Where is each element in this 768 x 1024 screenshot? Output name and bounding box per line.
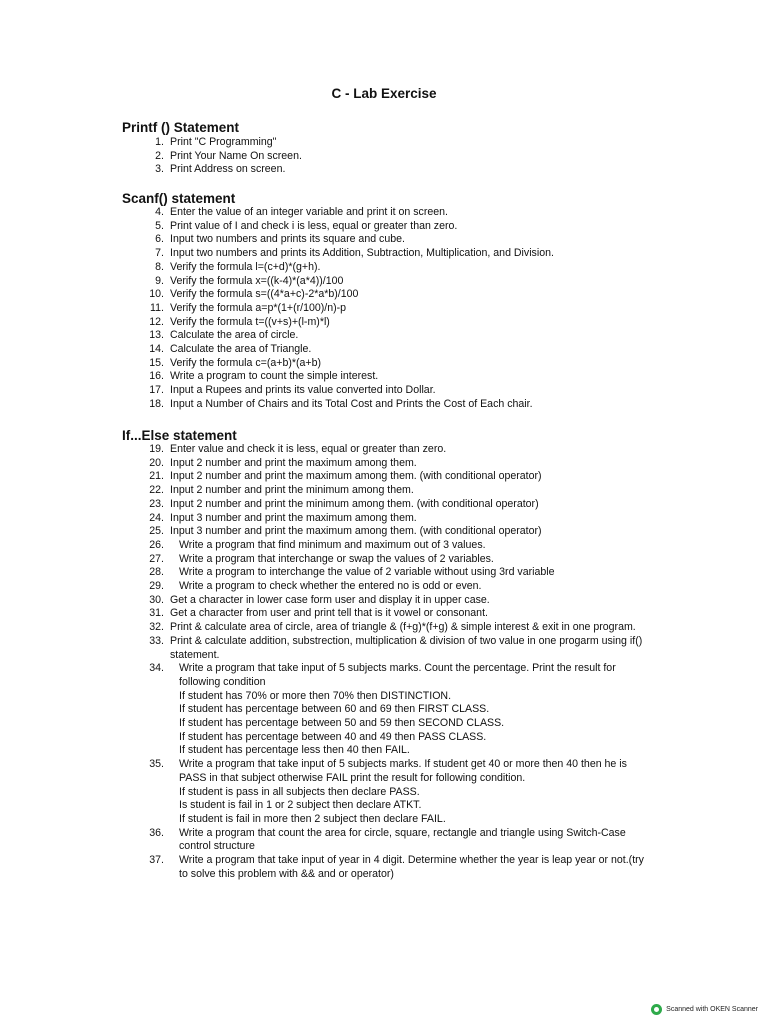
list-item-condition: If student has percentage between 40 and 49 then PASS CLASS. bbox=[179, 730, 487, 743]
list-item-number: 3. bbox=[155, 163, 164, 176]
list-item-main-text: Input 2 number and print the maximum among them. (with conditional operator) bbox=[170, 470, 542, 483]
list-item-main-text: Print Your Name On screen. bbox=[170, 149, 302, 162]
list-item-text bbox=[170, 136, 650, 150]
list-item-main-text: Enter value and check it is less, equal or greater than zero. bbox=[170, 443, 447, 455]
list-item-text bbox=[179, 758, 650, 827]
list-item-text bbox=[179, 827, 650, 854]
list-item-main-text: Verify the formula s=((4*a+c)-2*a*b)/100 bbox=[170, 288, 359, 301]
list-item-text bbox=[170, 512, 650, 526]
list-item-condition: If student is fail in more then 2 subject then declare FAIL. bbox=[179, 812, 446, 825]
list-item-main-text: Verify the formula t=((v+s)+(l-m)*l) bbox=[170, 315, 330, 328]
list-item-main-text: Calculate the area of circle. bbox=[170, 329, 299, 342]
list-item-main-text: Verify the formula a=p*(1+(r/100)/n)-p bbox=[170, 301, 347, 314]
list-item-number: 20. bbox=[149, 456, 164, 469]
list-item-main-text: Write a program to check whether the entered no is odd or even. bbox=[179, 580, 482, 593]
list-item bbox=[130, 525, 650, 539]
list-item bbox=[130, 275, 650, 289]
list-item-number: 10. bbox=[149, 288, 164, 301]
list-item-main-text: Input a Rupees and prints its value converted into Dollar. bbox=[170, 384, 436, 397]
list-item-number: 34. bbox=[149, 662, 164, 675]
list-item-text bbox=[170, 302, 650, 316]
list-item-main-text: Get a character in lower case form user and display it in upper case. bbox=[170, 593, 490, 606]
list-item-main-text: Input two numbers and prints its Addition, Subtraction, Multiplication, and Division. bbox=[170, 247, 554, 260]
list-item-text bbox=[179, 580, 650, 594]
list-item-number: 26. bbox=[149, 538, 164, 551]
list-item bbox=[130, 136, 650, 150]
list-item-main-text: Write a program that take input of 5 subjects marks. If student get 40 or more then 40 then he is PASS in that subject otherwise FAIL print the result for following condition. bbox=[179, 758, 627, 784]
list-item-text bbox=[170, 275, 650, 289]
list-item-main-text: Input two numbers and prints its square and cube. bbox=[170, 233, 405, 246]
list-item-text bbox=[170, 150, 650, 164]
list-item-number: 29. bbox=[149, 580, 164, 593]
list-item-number: 5. bbox=[155, 219, 164, 232]
list-item-number: 15. bbox=[149, 356, 164, 369]
list-item-main-text: Print & calculate area of circle, area of triangle & (f+g)*(f+g) & simple interest & exit in one program. bbox=[170, 621, 636, 634]
list-item-number: 24. bbox=[149, 511, 164, 524]
list-item-text bbox=[179, 854, 650, 881]
list-item-text bbox=[170, 247, 650, 261]
list-item-text bbox=[170, 635, 650, 662]
list-item-condition: Is student is fail in 1 or 2 subject then declare ATKT. bbox=[179, 799, 422, 812]
list-item-number: 22. bbox=[149, 484, 164, 497]
list-item-text bbox=[170, 220, 650, 234]
list-item-text bbox=[170, 357, 650, 371]
list-item-number: 27. bbox=[149, 552, 164, 565]
section-heading-if-else: If...Else statement bbox=[122, 428, 237, 443]
oken-scanner-logo-icon bbox=[651, 1004, 662, 1015]
list-item bbox=[130, 498, 650, 512]
list-item bbox=[130, 580, 650, 594]
list-scanf bbox=[130, 206, 650, 412]
list-item-main-text: Write a program to interchange the value of 2 variable without using 3rd variable bbox=[179, 566, 555, 579]
list-item-text bbox=[170, 398, 650, 412]
list-item-text bbox=[170, 370, 650, 384]
list-item-main-text: Calculate the area of Triangle. bbox=[170, 343, 312, 356]
list-item bbox=[130, 150, 650, 164]
list-item-main-text: Print "C Programming" bbox=[170, 136, 277, 148]
list-item-main-text: Input 3 number and print the maximum among them. bbox=[170, 511, 417, 524]
list-item-main-text: Write a program that find minimum and maximum out of 3 values. bbox=[179, 538, 486, 551]
list-item-text bbox=[170, 316, 650, 330]
list-item-text bbox=[170, 384, 650, 398]
list-item-text bbox=[170, 594, 650, 608]
list-item bbox=[130, 539, 650, 553]
list-item bbox=[130, 163, 650, 177]
list-item bbox=[130, 220, 650, 234]
list-item-number: 19. bbox=[149, 443, 164, 455]
section-heading-scanf: Scanf() statement bbox=[122, 191, 236, 206]
list-item-number: 17. bbox=[149, 384, 164, 397]
scanner-watermark-text: Scanned with OKEN Scanner bbox=[666, 1006, 758, 1013]
list-item bbox=[130, 288, 650, 302]
list-item-text bbox=[170, 621, 650, 635]
list-item-text bbox=[170, 233, 650, 247]
list-item-number: 18. bbox=[149, 397, 164, 410]
list-item-number: 37. bbox=[149, 854, 164, 867]
list-item-main-text: Print Address on screen. bbox=[170, 163, 286, 176]
list-item-main-text: Write a program that take input of 5 subjects marks. Count the percentage. Print the result for following condition bbox=[179, 662, 616, 688]
list-item-number: 32. bbox=[149, 621, 164, 634]
list-item-number: 8. bbox=[155, 260, 164, 273]
list-item-number: 23. bbox=[149, 497, 164, 510]
list-item-text bbox=[170, 484, 650, 498]
list-item-text bbox=[170, 607, 650, 621]
list-item-text bbox=[170, 525, 650, 539]
list-item-number: 6. bbox=[155, 233, 164, 246]
list-item bbox=[130, 512, 650, 526]
list-item bbox=[130, 621, 650, 635]
list-item-main-text: Input a Number of Chairs and its Total Cost and Prints the Cost of Each chair. bbox=[170, 397, 533, 410]
list-item-main-text: Verify the formula l=(c+d)*(g+h). bbox=[170, 260, 321, 273]
list-item-main-text: Print value of I and check i is less, equal or greater than zero. bbox=[170, 219, 458, 232]
list-item-number: 30. bbox=[149, 593, 164, 606]
list-item-condition: If student has 70% or more then 70% then DISTINCTION. bbox=[179, 689, 452, 702]
list-item bbox=[130, 470, 650, 484]
page-title: C - Lab Exercise bbox=[331, 86, 437, 101]
list-item bbox=[130, 206, 650, 220]
list-item bbox=[130, 566, 650, 580]
list-item-text bbox=[179, 566, 650, 580]
list-item bbox=[130, 758, 650, 827]
list-item-main-text: Write a program that interchange or swap the values of 2 variables. bbox=[179, 552, 494, 565]
list-item bbox=[130, 457, 650, 471]
list-item-text bbox=[170, 343, 650, 357]
list-item-text bbox=[170, 443, 650, 457]
list-item-text bbox=[170, 288, 650, 302]
list-item-condition: If student has percentage between 50 and 59 then SECOND CLASS. bbox=[179, 717, 505, 730]
list-item bbox=[130, 316, 650, 330]
list-item-text bbox=[179, 662, 650, 758]
list-item-main-text: Write a program to count the simple interest. bbox=[170, 370, 379, 383]
list-item bbox=[130, 398, 650, 412]
section-heading-printf: Printf () Statement bbox=[122, 120, 240, 135]
list-item-number: 9. bbox=[155, 274, 164, 287]
list-item bbox=[130, 384, 650, 398]
list-printf bbox=[130, 136, 650, 177]
list-item-number: 31. bbox=[149, 607, 164, 620]
list-item bbox=[130, 370, 650, 384]
list-item-number: 25. bbox=[149, 525, 164, 538]
list-item bbox=[130, 261, 650, 275]
list-item-number: 14. bbox=[149, 343, 164, 356]
list-item-main-text: Input 2 number and print the minimum among them. (with conditional operator) bbox=[170, 497, 539, 510]
list-item bbox=[130, 233, 650, 247]
list-item-number: 33. bbox=[149, 634, 164, 647]
list-item-main-text: Get a character from user and print tell that is it vowel or consonant. bbox=[170, 607, 488, 620]
list-item-text bbox=[170, 470, 650, 484]
list-item-number: 11. bbox=[150, 301, 164, 314]
list-item-main-text: Input 2 number and print the maximum among them. bbox=[170, 456, 417, 469]
list-item-main-text: Input 3 number and print the maximum among them. (with conditional operator) bbox=[170, 525, 542, 538]
list-item bbox=[130, 247, 650, 261]
list-item-text bbox=[170, 498, 650, 512]
list-item-number: 2. bbox=[155, 149, 164, 162]
list-item-main-text: Input 2 number and print the minimum among them. bbox=[170, 484, 414, 497]
list-item-text bbox=[170, 329, 650, 343]
list-item-main-text: Verify the formula c=(a+b)*(a+b) bbox=[170, 356, 322, 369]
list-item-number: 36. bbox=[149, 826, 164, 839]
list-item bbox=[130, 854, 650, 881]
list-item bbox=[130, 443, 650, 457]
list-item-text bbox=[179, 553, 650, 567]
list-item bbox=[130, 594, 650, 608]
list-item-text bbox=[179, 539, 650, 553]
list-item-number: 13. bbox=[149, 329, 164, 342]
list-if-else bbox=[130, 443, 650, 882]
list-item-main-text: Write a program that count the area for circle, square, rectangle and triangle using Switch-Case control structure bbox=[179, 826, 626, 853]
list-item bbox=[130, 329, 650, 343]
list-item-main-text: Verify the formula x=((k-4)*(a*4))/100 bbox=[170, 274, 344, 287]
list-item-number: 21. bbox=[149, 470, 164, 483]
list-item bbox=[130, 343, 650, 357]
list-item bbox=[130, 607, 650, 621]
list-item-condition: If student has percentage less then 40 then FAIL. bbox=[179, 744, 410, 757]
list-item bbox=[130, 827, 650, 854]
list-item-number: 7. bbox=[155, 247, 164, 260]
list-item bbox=[130, 357, 650, 371]
list-item-text bbox=[170, 457, 650, 471]
list-item-number: 35. bbox=[149, 758, 164, 771]
list-item-condition: If student is pass in all subjects then declare PASS. bbox=[179, 785, 420, 798]
list-item-number: 28. bbox=[149, 566, 164, 579]
scanner-watermark bbox=[651, 1004, 758, 1015]
list-item bbox=[130, 484, 650, 498]
list-item-number: 1. bbox=[155, 136, 164, 148]
list-item-number: 12. bbox=[149, 315, 164, 328]
list-item-main-text: Write a program that take input of year in 4 digit. Determine whether the year is leap year or not.(try to solve this problem with && and or operator) bbox=[179, 854, 644, 880]
list-item-number: 16. bbox=[149, 370, 164, 383]
list-item-text bbox=[170, 206, 650, 220]
list-item bbox=[130, 553, 650, 567]
list-item-condition: If student has percentage between 60 and 69 then FIRST CLASS. bbox=[179, 703, 490, 716]
list-item bbox=[130, 635, 650, 662]
list-item-main-text: Print & calculate addition, substrection, multiplication & division of two value in one progarm using if() statement. bbox=[170, 634, 643, 661]
list-item bbox=[130, 662, 650, 758]
list-item bbox=[130, 302, 650, 316]
list-item-text bbox=[170, 261, 650, 275]
list-item-number: 4. bbox=[155, 206, 164, 218]
list-item-main-text: Enter the value of an integer variable and print it on screen. bbox=[170, 206, 448, 218]
list-item-text bbox=[170, 163, 650, 177]
